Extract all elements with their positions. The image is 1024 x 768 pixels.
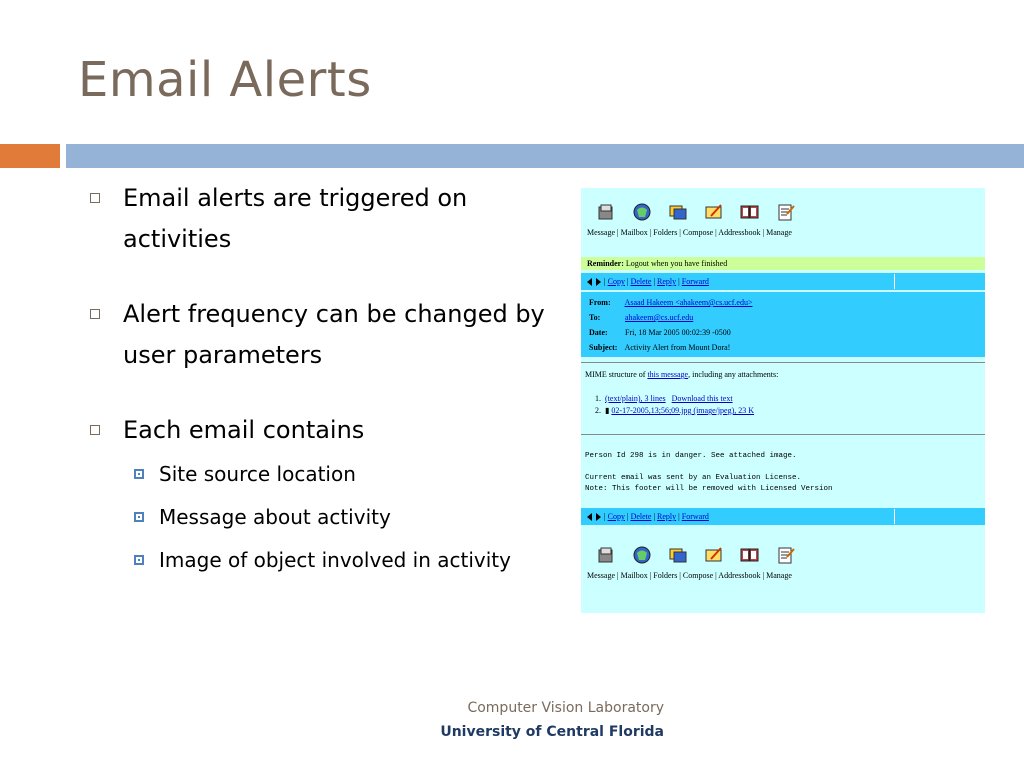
sub-bullet-marker (134, 555, 144, 565)
this-message-link[interactable]: this message (647, 370, 689, 379)
footer-university: University of Central Florida (440, 724, 664, 740)
attachment-link[interactable]: (text/plain), 3 lines (605, 394, 666, 403)
reminder-bar (581, 257, 985, 270)
from-value[interactable]: Asaad Hakeem <ahakeem@cs.ucf.edu> (624, 298, 753, 307)
to-row (589, 313, 693, 322)
bullet-marker (90, 193, 100, 203)
addressbook-icon[interactable] (739, 202, 761, 222)
attachment-number: 1. (595, 394, 601, 403)
manage-icon[interactable] (775, 202, 797, 222)
bullet-text: Email alerts are triggered on activities (123, 184, 468, 253)
divider (581, 362, 985, 363)
addressbook-icon[interactable] (739, 545, 761, 565)
mime-structure-text (585, 370, 778, 379)
mailbox-icon[interactable] (631, 202, 653, 222)
mime-suffix: , including any attachments: (688, 370, 779, 379)
message-toolbar-top: | Copy | Delete | Reply | Forward (581, 273, 985, 290)
manage-icon[interactable] (775, 545, 797, 565)
message-body-line: Current email was sent by an Evaluation License. (585, 474, 802, 482)
compose-icon[interactable] (703, 202, 725, 222)
sub-bullet-text: Image of object involved in activity (159, 548, 511, 572)
from-label: From: (589, 298, 611, 307)
to-value[interactable]: ahakeem@cs.ucf.edu (625, 313, 694, 322)
bullet-text: Each email contains (123, 416, 365, 444)
slide-title: Email Alerts (78, 52, 372, 108)
email-icon-row (595, 545, 811, 565)
attachment-item (595, 394, 733, 403)
accent-bar-orange (0, 144, 60, 168)
subject-label: Subject: (589, 343, 618, 352)
email-nav-text[interactable]: Message | Mailbox | Folders | Compose | Addressbook | Manage (587, 228, 792, 237)
subject-row (589, 343, 730, 352)
delete-link[interactable]: Delete (630, 277, 652, 286)
sub-bullet-marker (134, 469, 144, 479)
toolbar-divider (894, 274, 895, 289)
message-header (581, 292, 985, 357)
download-text-link[interactable]: Download this text (671, 394, 733, 403)
previous-arrow-icon[interactable] (587, 513, 592, 521)
delete-link[interactable]: Delete (630, 512, 652, 521)
date-value: Fri, 18 Mar 2005 00:02:39 -0500 (625, 328, 731, 337)
previous-arrow-icon[interactable] (587, 278, 592, 286)
attachment-link[interactable]: 02-17-2005,13;56;09.jpg (image/jpeg), 23 K (611, 406, 755, 415)
compose-icon[interactable] (703, 545, 725, 565)
message-icon[interactable] (595, 545, 617, 565)
divider (581, 434, 985, 435)
bullet-marker (90, 425, 100, 435)
email-nav-text[interactable]: Message | Mailbox | Folders | Compose | Addressbook | Manage (587, 571, 792, 580)
forward-link[interactable]: Forward (681, 277, 709, 286)
next-arrow-icon[interactable] (596, 278, 601, 286)
email-icon-row (595, 202, 811, 222)
bullet-marker (90, 309, 100, 319)
bullet-text: Alert frequency can be changed by user parameters (123, 300, 545, 369)
bullet-item (88, 410, 578, 582)
copy-link[interactable]: Copy (607, 512, 625, 521)
reminder-text: Logout when you have finished (625, 259, 728, 268)
bullet-item (88, 294, 578, 376)
mailbox-icon[interactable] (631, 545, 653, 565)
attachment-item (595, 406, 754, 415)
sub-bullet-text: Message about activity (159, 505, 391, 529)
message-body-line: Note: This footer will be removed with Licensed Version (585, 485, 833, 493)
reminder-label: Reminder: (587, 259, 624, 268)
footer-lab: Computer Vision Laboratory (467, 700, 664, 716)
next-arrow-icon[interactable] (596, 513, 601, 521)
from-row (589, 298, 752, 307)
sub-bullet-item (88, 539, 578, 582)
date-row (589, 328, 731, 337)
toolbar-divider (894, 509, 895, 524)
folders-icon[interactable] (667, 202, 689, 222)
reply-link[interactable]: Reply (657, 277, 677, 286)
reply-link[interactable]: Reply (657, 512, 677, 521)
folders-icon[interactable] (667, 545, 689, 565)
accent-bar-blue (66, 144, 1024, 168)
sub-bullet-item (88, 496, 578, 539)
message-body-line: Person Id 298 is in danger. See attached image. (585, 452, 797, 460)
to-label: To: (589, 313, 601, 322)
attachment-number: 2. (595, 406, 601, 415)
message-toolbar-bottom: | Copy | Delete | Reply | Forward (581, 508, 985, 525)
bullet-item (88, 178, 578, 260)
image-attachment-icon: ▮ (605, 406, 610, 415)
sub-bullet-text: Site source location (159, 462, 356, 486)
sub-bullet-item (88, 453, 578, 496)
copy-link[interactable]: Copy (607, 277, 625, 286)
mime-prefix: MIME structure of (585, 370, 648, 379)
bullet-list (88, 178, 578, 582)
forward-link[interactable]: Forward (681, 512, 709, 521)
sub-bullet-marker (134, 512, 144, 522)
email-screenshot (581, 188, 985, 613)
date-label: Date: (589, 328, 608, 337)
message-icon[interactable] (595, 202, 617, 222)
subject-value: Activity Alert from Mount Dora! (624, 343, 731, 352)
